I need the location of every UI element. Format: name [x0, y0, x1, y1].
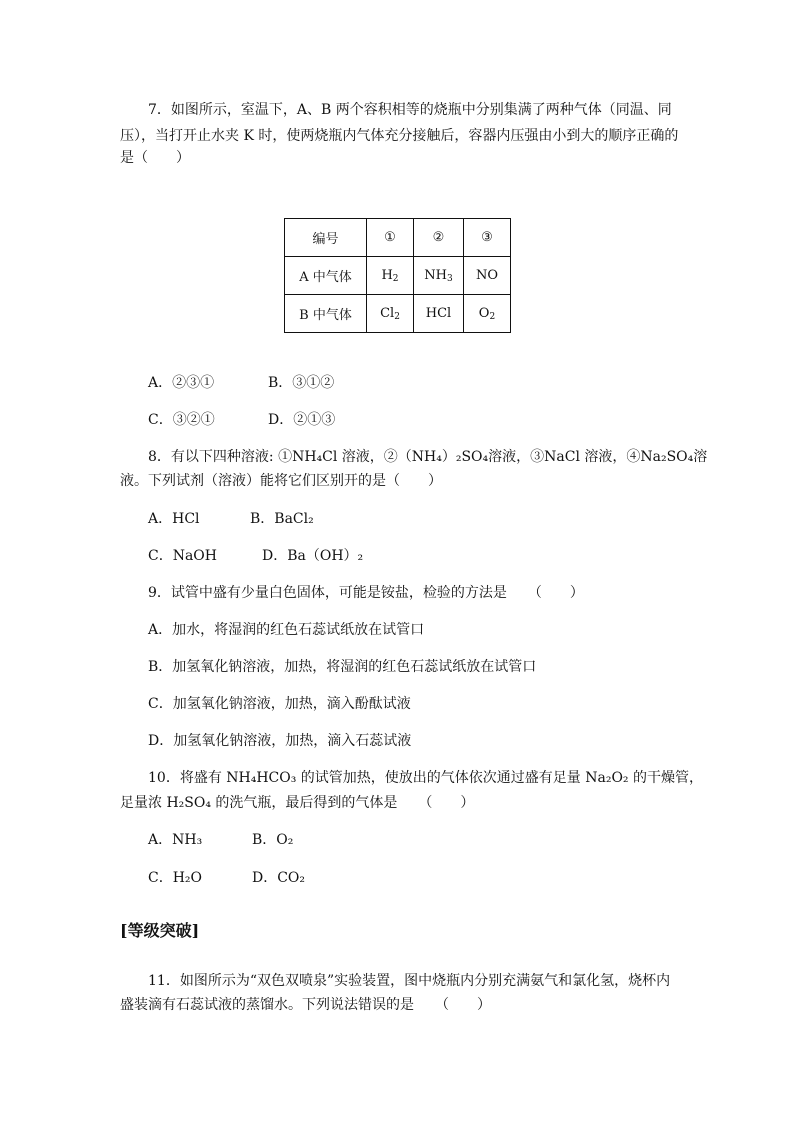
- q8-option-a: A．HCl: [148, 511, 200, 527]
- q7-line2: 压），当打开止水夹 K 时，使两烧瓶内气体充分接触后，容器内压强由小到大的顺序正确的: [120, 128, 679, 144]
- q9-option-b: B．加氢氧化钠溶液，加热，将湿润的红色石蕊试纸放在试管口: [148, 659, 537, 675]
- table-header-cell: 编号: [285, 219, 367, 257]
- q7-line3: 是（ ）: [120, 150, 190, 166]
- q9-line1: 9．试管中盛有少量白色固体，可能是铵盐，检验的方法是 （ ）: [148, 585, 584, 601]
- q10-option-a: A．NH₃: [148, 832, 203, 848]
- q8-option-b: B．BaCl₂: [250, 511, 314, 527]
- q9-option-d: D．加氢氧化钠溶液，加热，滴入石蕊试液: [148, 733, 412, 749]
- q10-option-c: C．H₂O: [148, 870, 203, 886]
- q9-option-a: A．加水，将湿润的红色石蕊试纸放在试管口: [148, 622, 425, 638]
- table-row: [285, 219, 511, 257]
- table-cell: HCl: [414, 295, 464, 333]
- q7-option-a: A．②③①: [148, 375, 215, 391]
- q7-line1: 7．如图所示，室温下，A、B 两个容积相等的烧瓶中分别集满了两种气体（同温、同: [148, 102, 672, 118]
- section-heading: [等级突破]: [120, 921, 200, 940]
- table-cell: $NH_3$: [414, 257, 464, 295]
- row-label: A 中气体: [285, 257, 367, 295]
- q7-option-c: C．③②①: [148, 412, 215, 428]
- table-row: [285, 257, 511, 295]
- q7-option-b: B．③①②: [268, 375, 335, 391]
- q8-line1: 8．有以下四种溶液: ①NH₄Cl 溶液，②（NH₄）₂SO₄溶液，③NaCl 溶液，④Na₂SO₄溶: [148, 449, 708, 465]
- row-label: B 中气体: [285, 295, 367, 333]
- q9-option-c: C．加氢氧化钠溶液，加热，滴入酚酞试液: [148, 696, 411, 712]
- q11-line1: 11．如图所示为“双色双喷泉”实验装置，图中烧瓶内分别充满氨气和氯化氢，烧杯内: [148, 973, 671, 989]
- table-row: [285, 295, 511, 333]
- q11-line2: 盛装滴有石蕊试液的蒸馏水。下列说法错误的是 （ ）: [120, 997, 491, 1013]
- q8-option-c: C．NaOH: [148, 548, 217, 564]
- q10-line2: 足量浓 H₂SO₄ 的洗气瓶，最后得到的气体是 （ ）: [120, 795, 475, 811]
- q10-option-d: D．CO₂: [252, 870, 306, 886]
- table-cell: $Cl_2$: [367, 295, 414, 333]
- table-cell: $O_2$: [464, 295, 511, 333]
- table-header-cell: ②: [414, 219, 464, 257]
- q10-line1: 10．将盛有 NH₄HCO₃ 的试管加热，使放出的气体依次通过盛有足量 Na₂O₂ 的干燥管，: [148, 770, 703, 786]
- q8-option-d: D．Ba（OH）₂: [262, 548, 364, 564]
- q8-line2: 液。下列试剂（溶液）能将它们区别开的是（ ）: [120, 473, 442, 489]
- table-cell: NO: [464, 257, 511, 295]
- table-cell: $H_2$: [367, 257, 414, 295]
- table-header-cell: ③: [464, 219, 511, 257]
- gas-table: [284, 218, 511, 333]
- table-header-cell: ①: [367, 219, 414, 257]
- q7-option-d: D．②①③: [268, 412, 336, 428]
- q10-option-b: B．O₂: [252, 832, 294, 848]
